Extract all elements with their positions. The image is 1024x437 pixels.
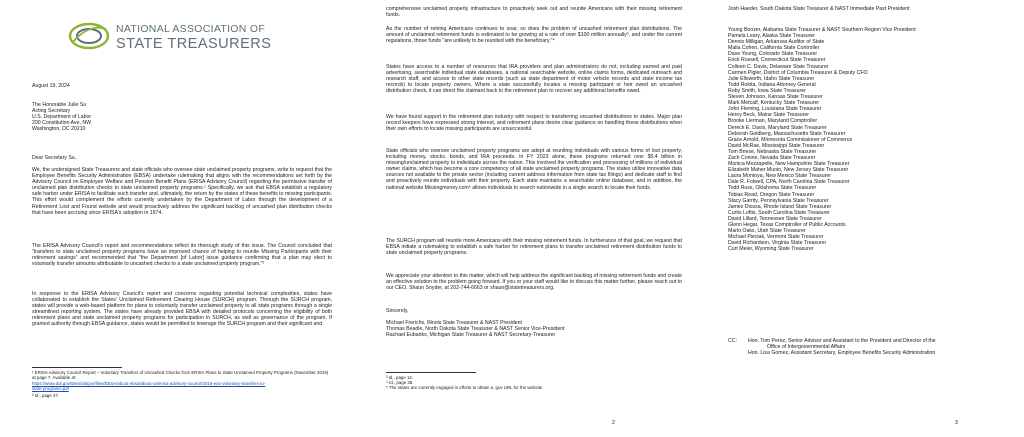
signer-line: Marlo Oaks, Utah State Treasurer — [728, 228, 806, 235]
signer-line: Roby Smith, Iowa State Treasurer — [728, 87, 806, 94]
signer-line: Brooke Lierman, Maryland Comptroller — [728, 118, 818, 125]
footnotes — [386, 375, 682, 391]
signer-line: Deborah Goldberg, Massachusetts State Treasurer — [728, 130, 846, 137]
signer-line: John Fleming, Louisiana State Treasurer — [728, 106, 822, 113]
letter-date: August 19, 2024 — [32, 83, 70, 89]
body-paragraph: The SURCH program will reunite more Americans with their missing retirement funds. In furtherance of that goal, we request that EBSA initiate a rulemaking to establish a safe harbor for retirement plans to transfer unclaimed retirement distribution funds to state unclaimed property programs. — [386, 238, 682, 257]
letter-page-1 — [0, 0, 340, 437]
past-president: Josh Haeder, South Dakota State Treasurer & NAST Immediate Past President — [728, 6, 910, 12]
address-line: 200 Constitution Ave, NW — [32, 120, 92, 127]
footnote-rule — [386, 372, 476, 373]
body-paragraph: In response to the ERISA Advisory Council's report and concerns regarding potential technical complexities, states have collaborated to establish the States' Unclaimed Retirement Clearing House (SURCH) program. Through the SURCH program, states will provide a web-based platform for plans to voluntarily transfer unclaimed property to all state programs through a single streamlined reporting system. The states have already provided EBSA with detailed protocols concerning the eligibility of both retirement plans and state unclaimed property programs for participation in SURCH, as well as governance of the program. If granted authority through EBSA guidance, states would be permitted to leverage the SURCH program and their significant and — [32, 291, 332, 328]
signer-line: Julie Ellsworth, Idaho State Treasurer — [728, 75, 815, 82]
address-line: Washington, DC 20210 — [32, 126, 86, 133]
signer-list — [386, 320, 682, 338]
address-line: Acting Secretary — [32, 108, 71, 115]
body-paragraph: The ERISA Advisory Council's report and recommendations reflect its thorough study of this issue. The Council concluded that "transfers to state unclaimed property programs have an improved chance of helping to reunite Missing Participants with their retirement savings" and recommended that "the Department [of Labor] issue guidance confirming that a plan may elect to voluntarily transfer amounts attributable to uncashed checks to a state unclaimed property program."² — [32, 243, 332, 268]
signer-line: Steven Johnson, Kansas State Treasurer — [728, 94, 823, 101]
signer-line: Pamela Leary, Alaska State Treasurer — [728, 33, 815, 40]
footnote: ⁴ Id., page 38. — [386, 380, 414, 386]
signer-line: Dave Young, Colorado State Treasurer — [728, 51, 818, 58]
signer-line: Michael Pieciak, Vermont State Treasurer — [728, 234, 824, 241]
signer-line: Dale R. Folwell, CPA, North Carolina State Treasurer — [728, 179, 850, 186]
signer-line: Zach Conine, Nevada State Treasurer — [728, 154, 816, 161]
signer-line: Michael Frerichs, Illinois State Treasurer & NAST President — [386, 320, 522, 326]
signer-line: Tobias Read, Oregon State Treasurer — [728, 191, 815, 198]
signer-line: Laura Montoya, New Mexico State Treasurer — [728, 173, 831, 180]
closing: Sincerely, — [386, 308, 409, 314]
signer-line: Elizabeth Maher Muoio, New Jersey State Treasurer — [728, 167, 849, 174]
footnote-rule — [32, 367, 122, 368]
page-number: 2 — [612, 420, 615, 426]
signer-line: Young Boozer, Alabama State Treasurer & NAST Southern Region Vice President — [728, 27, 916, 33]
body-paragraph: We, the undersigned State Treasurers and state officials who oversee state unclaimed property programs, write to request that the Employee Benefits Security Administration (EBSA) undertake rulemaking that aligns with the recommendations set forth by the Advisory Council on Employee Welfare and Pension Benefit Plans (ERISA Advisory Council) regarding the permissive transfer of unclaimed plan distribution checks to state unclaimed property programs.¹ Specifically, we ask that EBSA establish a regulatory safe harbor under ERISA to facilitate such transfer and, ultimately, the return by the states of these benefits to missing participants. This effort would complement the efforts currently undertaken by the Department of Labor through the development of a Retirement Lost and Found website and would proactively address the significant backlog of uncashed plan distribution checks that have been accruing since ERISA's adoption in 1974. — [32, 167, 332, 216]
logo-text-line1: NATIONAL ASSOCIATION OF — [116, 23, 266, 35]
signer-line: Todd Rokita, Indiana Attorney General — [728, 81, 816, 88]
signer-line: David McRae, Mississippi State Treasurer — [728, 142, 825, 149]
signer-line: Thomas Beadle, North Dakota State Treasurer & NAST Senior Vice-President — [386, 326, 565, 333]
signer-line: Carmen Pigler, District of Columbia Treasurer & Deputy CFO — [728, 69, 868, 76]
nast-emblem-icon — [68, 21, 110, 51]
signer-line: Stacy Garrity, Pennsylvania State Treasurer — [728, 197, 829, 204]
logo-text-line2: STATE TREASURERS — [116, 36, 272, 52]
signer-list — [728, 27, 1018, 252]
signer-line: Colleen C. Davis, Delaware State Treasurer — [728, 63, 829, 70]
footnote: ³ Id., page 12. — [386, 375, 414, 380]
signer-line: Henry Beck, Maine State Treasurer — [728, 112, 810, 119]
signer-line: Tom Briese, Nebraska State Treasurer — [728, 148, 817, 155]
body-paragraph: We have found support in the retirement plan industry with respect to transferring uncashed distributions to states. Major plan record keepers have expressed strong interest, and retirement plans desire clear guidance on handling these distributions when their own efforts to locate missing participants are unsuccessful. — [386, 114, 682, 133]
address-line: U.S. Department of Labor — [32, 114, 92, 121]
signer-line: Grace Arnold, Minnesota Commissioner of Commerce — [728, 136, 853, 143]
cc-line: Hon. Lisa Gomez, Assistant Secretary, Employee Benefits Security Administration — [748, 350, 936, 357]
body-paragraph: We appreciate your attention to this matter, which will help address the significant backlog of missing retirement funds and create an effective solution to the problem going forward. If you or your staff would like to discuss this matter further, please reach out to our CEO, Shaun Snyder, at 202-744-6663 or shaun@statetreasurers.org. — [386, 273, 682, 292]
signer-line: Erick Russell, Connecticut State Treasurer — [728, 57, 826, 64]
signer-line: Monica Mezzapelle, New Hampshire State Treasurer — [728, 161, 850, 168]
body-paragraph: As the number of retiring Americans continues to soar, so does the problem of uncashed retirement plan distributions. The amount of unclaimed retirement funds is estimated to be growing at a rate of over $100 million annually³, and under the current regulations, those funds "are unlikely to be reunited with the beneficiary."⁴ — [386, 26, 682, 45]
page-number: 3 — [955, 420, 958, 426]
letter-page-3 — [684, 0, 1024, 437]
letter-page-2 — [342, 0, 682, 437]
nast-logo — [68, 21, 272, 55]
footnote: ² Id., page 47. — [32, 393, 60, 398]
signer-line: Curtis Loftis, South Carolina State Treasurer — [728, 209, 830, 216]
body-paragraph: State officials who oversee unclaimed property programs are adept at reuniting individuals with various forms of lost property, including money, stocks, bonds, and IRA proceeds. In FY 2023 alone, these programs returned over $5.4 billion in missing/unclaimed property to individuals across the nation. This involved the verification and processing of millions of individual owner claims, which has become a core competency of all state unclaimed property programs. The states utilize innovative data sources not available to the private sector (including current address information from state tax filings) and dedicate staff to find and proactively reunite individuals with their property. Each state maintains a searchable online database, and in addition, the national website Missingmoney.com⁵ allows individuals to search nationwide in a single search to locate their funds. — [386, 148, 682, 191]
body-paragraph: States have access to a number of resources that IRA providers and plan administrators do not, including earned and paid advertising, searchable individual state databases, a national searchable website, online claims forms, dedicated outreach and research staff, and access to other state records (such as state department of motor vehicle records and state income tax records) to locate property owners. Where a state successfully locates a missing participant or heir owed an uncashed distribution check, it can direct the claimant back to the retirement plan to recover any additional benefits owed. — [386, 64, 682, 95]
footnote-link[interactable]: https://www.dol.gov/sites/dolgov/files/EBSA/about-ebsa/about-us/erisa-advisory-council/2019-eac-voluntary-transfers-to-state-programs.pdf — [32, 381, 266, 392]
signer-line: Dennis Milligan, Arkansas Auditor of State — [728, 39, 825, 46]
address-line: The Honorable Julie Su — [32, 102, 87, 108]
body-paragraph: comprehensive unclaimed property infrastructure to proactively seek out and reunite Americans with their missing retirement funds. — [386, 6, 682, 19]
cc-line: Office of Intergovernmental Affairs — [767, 344, 846, 351]
cc-list — [748, 338, 1020, 356]
signer-line: James Diossa, Rhode Island State Treasurer — [728, 203, 832, 210]
recipient-address — [32, 102, 232, 132]
cc-line: Hon. Tom Perez, Senior Advisor and Assistant to the President and Director of the — [748, 338, 936, 344]
signer-line: Dereck E. Davis, Maryland State Treasurer — [728, 124, 827, 131]
cc-label: CC: — [728, 338, 737, 344]
salutation: Dear Secretary Su, — [32, 155, 77, 161]
footnote: ¹ ERISA Advisory Council Report – Voluntary Transfers of Uncashed Checks from ERISA Plans to State Unclaimed Property Programs (November 2019) at page 7. Available at: — [32, 370, 329, 381]
signer-line: Rachael Eubanks, Michigan State Treasurer & NAST Secretary-Treasurer — [386, 332, 556, 339]
signer-line: David Lillard, Tennessee State Treasurer — [728, 215, 822, 222]
signer-line: Mark Metcalf, Kentucky State Treasurer — [728, 100, 820, 107]
signer-line: Todd Russ, Oklahoma State Treasurer — [728, 185, 817, 192]
signer-line: David Richardson, Virginia State Treasurer — [728, 240, 827, 247]
footnote: ⁵ The states are currently engaged in efforts to obtain a .gov URL for the website. — [386, 385, 544, 391]
signer-line: Curt Meier, Wyoming State Treasurer — [728, 246, 814, 253]
signer-line: Malia Cohen, California State Controller — [728, 45, 820, 52]
signer-line: Glenn Hegar, Texas Comptroller of Public Accounts — [728, 222, 846, 228]
